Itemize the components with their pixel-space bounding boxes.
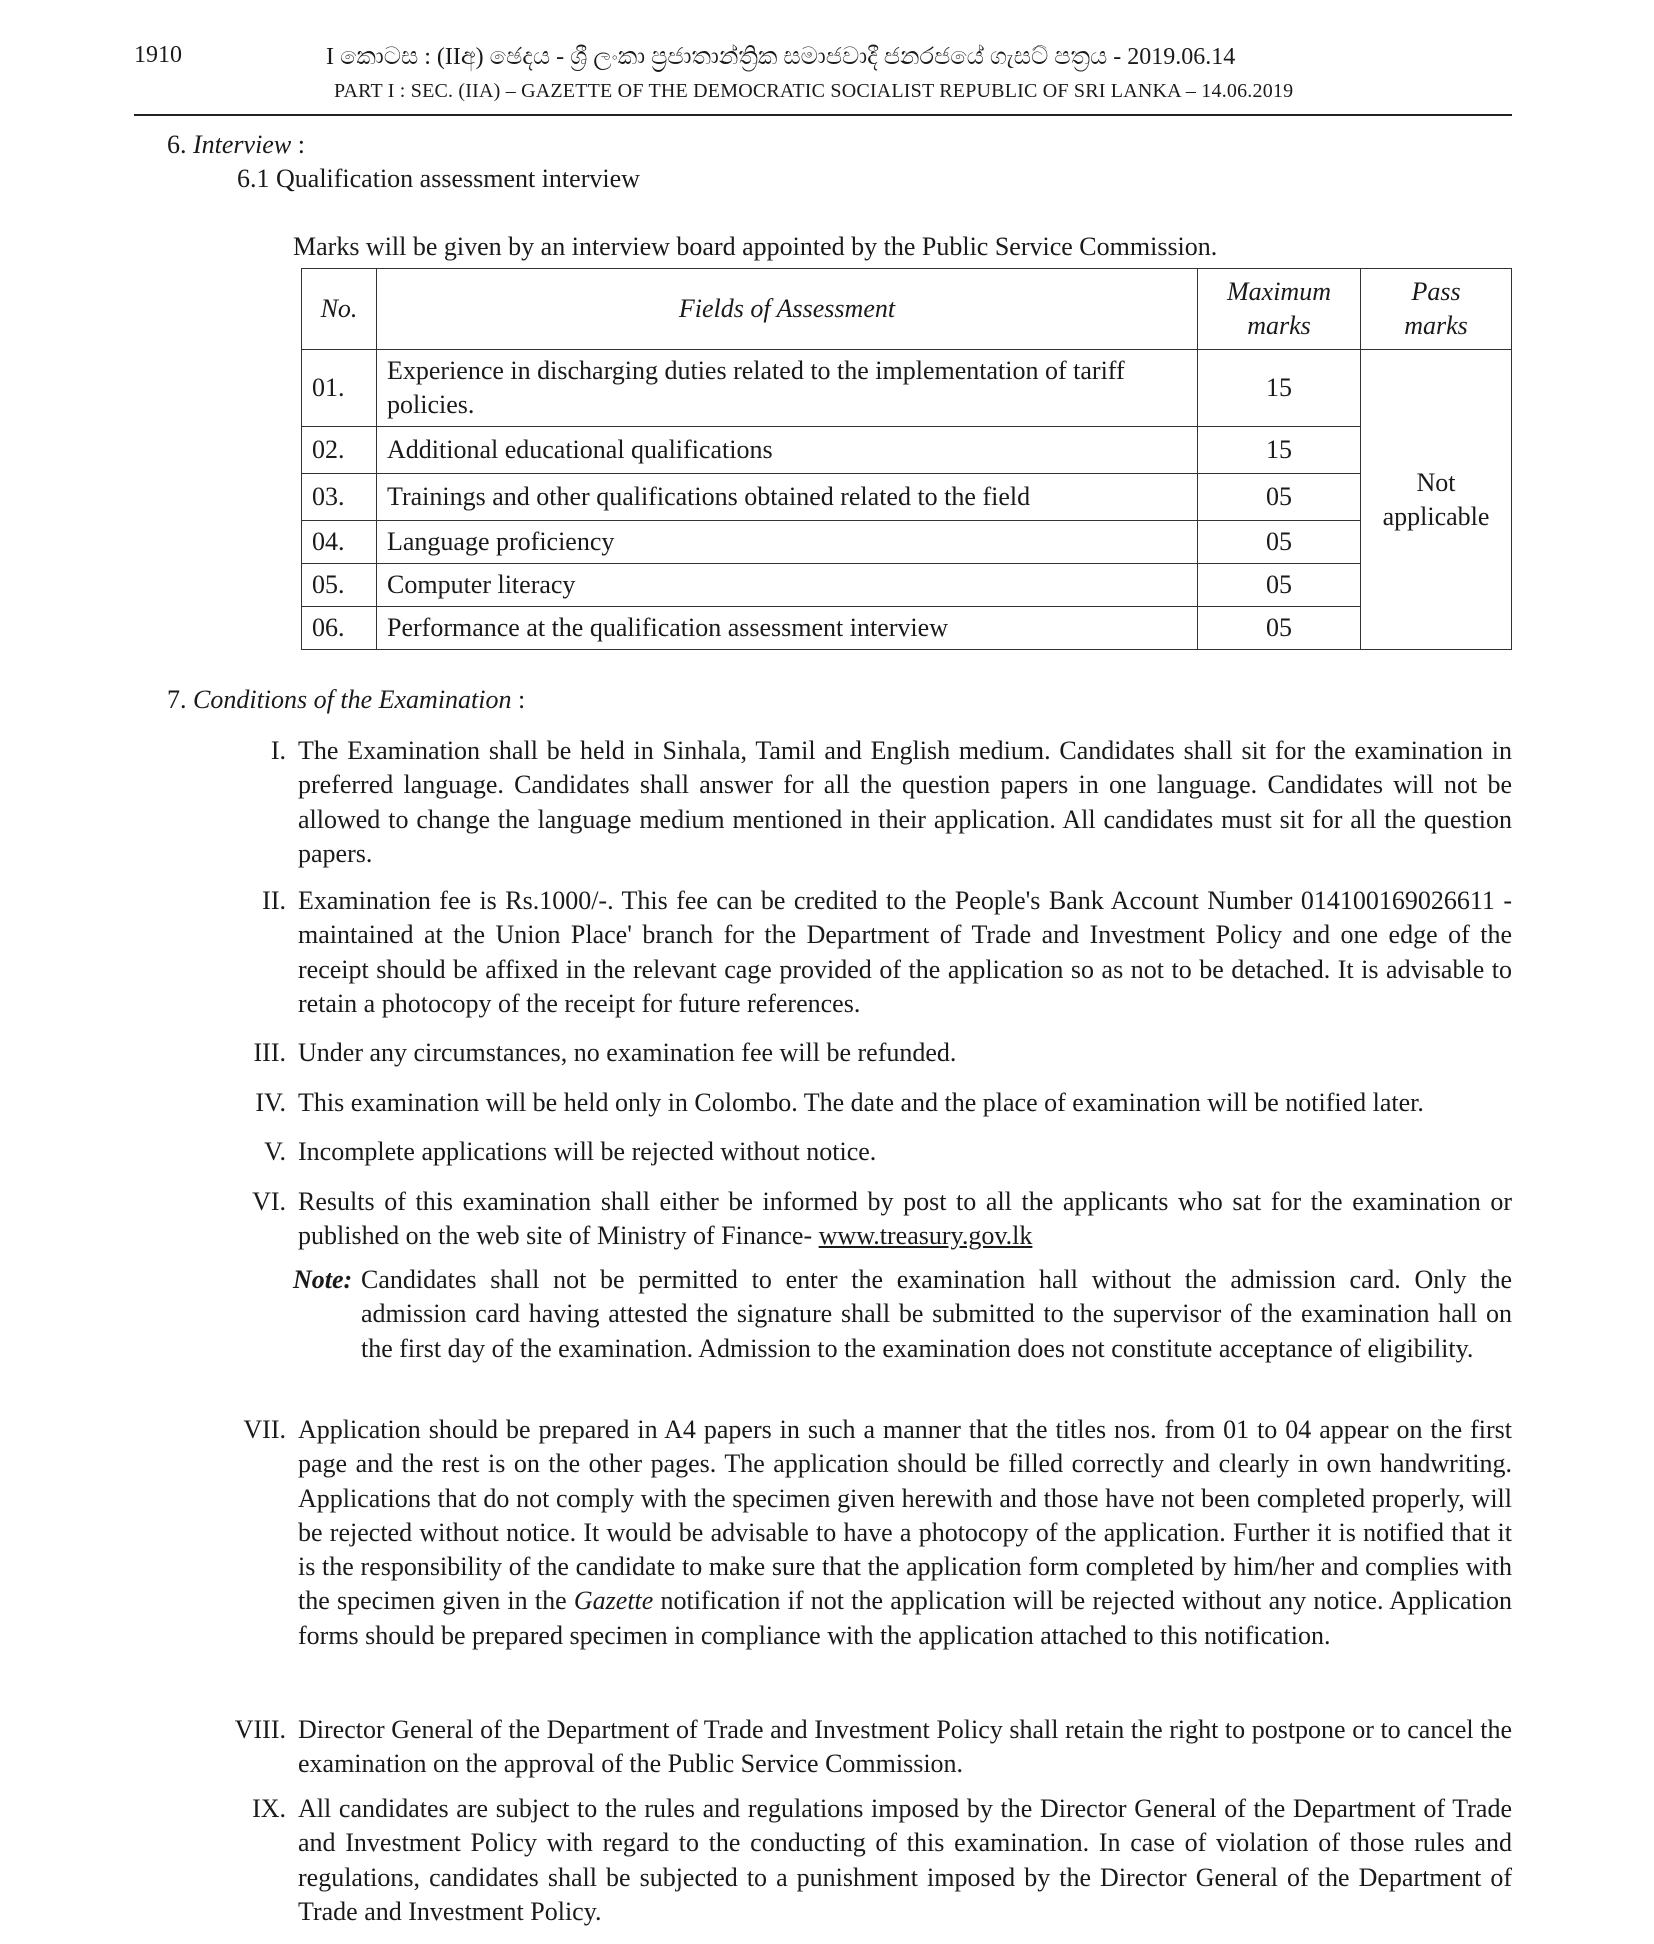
row-no: 02.	[302, 427, 377, 474]
condition-numeral: VIII.	[234, 1715, 286, 1744]
condition-item	[270, 734, 1512, 871]
condition-text: Results of this examination shall either be informed by post to all the applicants who sat for the examination or published on the web site of Ministry of Finance-	[298, 1187, 1512, 1251]
header-pass-marks	[1361, 269, 1512, 350]
section-7-title: Conditions of the Examination	[193, 685, 512, 714]
pass-marks-cell	[1361, 350, 1512, 650]
section-6-colon: :	[291, 130, 305, 159]
table-row	[302, 607, 1512, 650]
row-field: Additional educational qualifications	[377, 427, 1198, 474]
row-no: 04.	[302, 521, 377, 564]
condition-item	[264, 1135, 1512, 1169]
condition-text: All candidates are subject to the rules and regulations imposed by the Director General of the Department of Trade and Investment Policy with regard to the conducting of this examination. In case of violation of those rules and regulations, candidates shall be subjected to a punishment imposed by the Director General of the Department of Trade and Investment Policy.	[298, 1794, 1512, 1926]
condition-numeral: III.	[253, 1038, 286, 1067]
row-field: Experience in discharging duties related to the implementation of tariff policies.	[377, 350, 1198, 427]
row-field: Language proficiency	[377, 521, 1198, 564]
note-label	[293, 1263, 352, 1297]
row-no: 05.	[302, 564, 377, 607]
condition-text: Director General of the Department of Trade and Investment Policy shall retain the right to postpone or to cancel the examination on the approval of the Public Service Commission.	[298, 1715, 1512, 1779]
header-max-marks	[1198, 269, 1361, 350]
row-max: 05	[1198, 564, 1361, 607]
subsection-6-1-heading: 6.1 Qualification assessment interview	[237, 164, 640, 193]
condition-item	[252, 1185, 1512, 1254]
condition-numeral: I.	[270, 736, 286, 765]
row-field: Computer literacy	[377, 564, 1198, 607]
condition-text: Incomplete applications will be rejected without notice.	[298, 1137, 877, 1166]
condition-text-continued: notification if not the application will be rejected without any notice. Application forms should be prepared specimen in compliance with the application attached to this notification.	[298, 1586, 1512, 1650]
condition-numeral: IV.	[255, 1088, 286, 1117]
header-fields: Fields of Assessment	[377, 269, 1198, 350]
header-divider	[134, 114, 1512, 116]
condition-item	[253, 1036, 1512, 1070]
row-no: 06.	[302, 607, 377, 650]
section-6-title: Interview	[193, 130, 292, 159]
page-number: 1910	[134, 42, 182, 68]
row-max: 05	[1198, 607, 1361, 650]
table-row	[302, 427, 1512, 474]
pass-marks-line2: applicable	[1382, 501, 1490, 531]
section-7-colon: :	[511, 685, 526, 714]
condition-numeral: VI.	[252, 1187, 286, 1216]
row-max: 15	[1198, 427, 1361, 474]
condition-text: The Examination shall be held in Sinhala, Tamil and English medium. Candidates shall sit for the examination in preferred language. Candidates shall answer for all the question papers in one language. Candidates will not be allowed to change the language medium mentioned in their application. All candidates must sit for all the question papers.	[298, 736, 1512, 868]
row-no: 03.	[302, 474, 377, 521]
row-field: Trainings and other qualifications obtained related to the field	[377, 474, 1198, 521]
condition-item	[243, 1413, 1512, 1653]
condition-item	[255, 1086, 1512, 1120]
table-row	[302, 350, 1512, 427]
row-max: 05	[1198, 521, 1361, 564]
pass-marks-line1: Not	[1416, 467, 1456, 497]
condition-numeral: IX.	[252, 1794, 286, 1823]
condition-numeral: II.	[262, 886, 286, 915]
condition-text: This examination will be held only in Colombo. The date and the place of examination will be notified later.	[298, 1088, 1424, 1117]
row-max: 15	[1198, 350, 1361, 427]
interview-intro: Marks will be given by an interview board appointed by the Public Service Commission.	[293, 232, 1218, 261]
treasury-website-link[interactable]: www.treasury.gov.lk	[818, 1221, 1033, 1251]
table-header-row	[302, 269, 1512, 350]
header-pass-line1: Pass	[1411, 277, 1461, 306]
table-row	[302, 474, 1512, 521]
table-row	[302, 521, 1512, 564]
table-row	[302, 564, 1512, 607]
row-max: 05	[1198, 474, 1361, 521]
note-label-word: Note	[293, 1265, 344, 1294]
section-7-heading	[167, 683, 525, 717]
header-sinhala-line: I කොටස : (IIඅ) ඡෙදය - ශ්‍රී ලංකා ප්‍රජාතාන්ත්‍රික සමාජවාදී ජනරජයේ ගැසට් පත්‍රය - 2019.06.14	[326, 44, 1236, 70]
condition-item	[252, 1792, 1512, 1929]
note-text: Candidates shall not be permitted to enter the examination hall without the admission card. Only the admission card having attested the signature shall be submitted to the supervisor of the examination hall on the first day of the examination. Admission to the examination does not constitute acceptance of eligibility.	[361, 1265, 1512, 1363]
condition-item	[262, 884, 1512, 1021]
section-6-number: 6.	[167, 130, 187, 159]
note-label-colon: :	[343, 1265, 353, 1294]
condition-item	[234, 1713, 1512, 1782]
header-max-line2: marks	[1247, 311, 1311, 340]
header-max-line1: Maximum	[1227, 277, 1331, 306]
row-field: Performance at the qualification assessment interview	[377, 607, 1198, 650]
row-no: 01.	[302, 350, 377, 427]
condition-text: Examination fee is Rs.1000/-. This fee can be credited to the People's Bank Account Number 014100169026611 - maintained at the Union Place' branch for the Department of Trade and Investment Policy and one edge of the receipt should be affixed in the relevant cage provided of the application so as not to be detached. It is advisable to retain a photocopy of the receipt for future references.	[298, 886, 1512, 1018]
condition-numeral: V.	[264, 1137, 286, 1166]
note-block	[293, 1263, 1512, 1366]
condition-numeral: VII.	[243, 1415, 286, 1444]
section-7-number: 7.	[167, 685, 187, 714]
header-pass-line2: marks	[1404, 311, 1468, 340]
header-english-line: PART I : SEC. (IIA) – GAZETTE OF THE DEMOCRATIC SOCIALIST REPUBLIC OF SRI LANKA – 14.06.2019	[334, 80, 1294, 102]
condition-text: Application should be prepared in A4 papers in such a manner that the titles nos. from 01 to 04 appear on the first page and the rest is on the other pages. The application should be filled correctly and clearly in own handwriting. Applications that do not comply with the specimen given herewith and those have not been completed properly, will be rejected without notice. It would be advisable to have a photocopy of the application. Further it is notified that it is the responsibility of the candidate to make sure that the application form completed by him/her and complies with the specimen given in the	[298, 1415, 1512, 1616]
condition-text: Under any circumstances, no examination fee will be refunded.	[298, 1038, 957, 1067]
gazette-word: Gazette	[573, 1586, 654, 1616]
assessment-table	[301, 268, 1512, 650]
section-6-heading	[167, 128, 305, 162]
header-no: No.	[302, 269, 377, 350]
